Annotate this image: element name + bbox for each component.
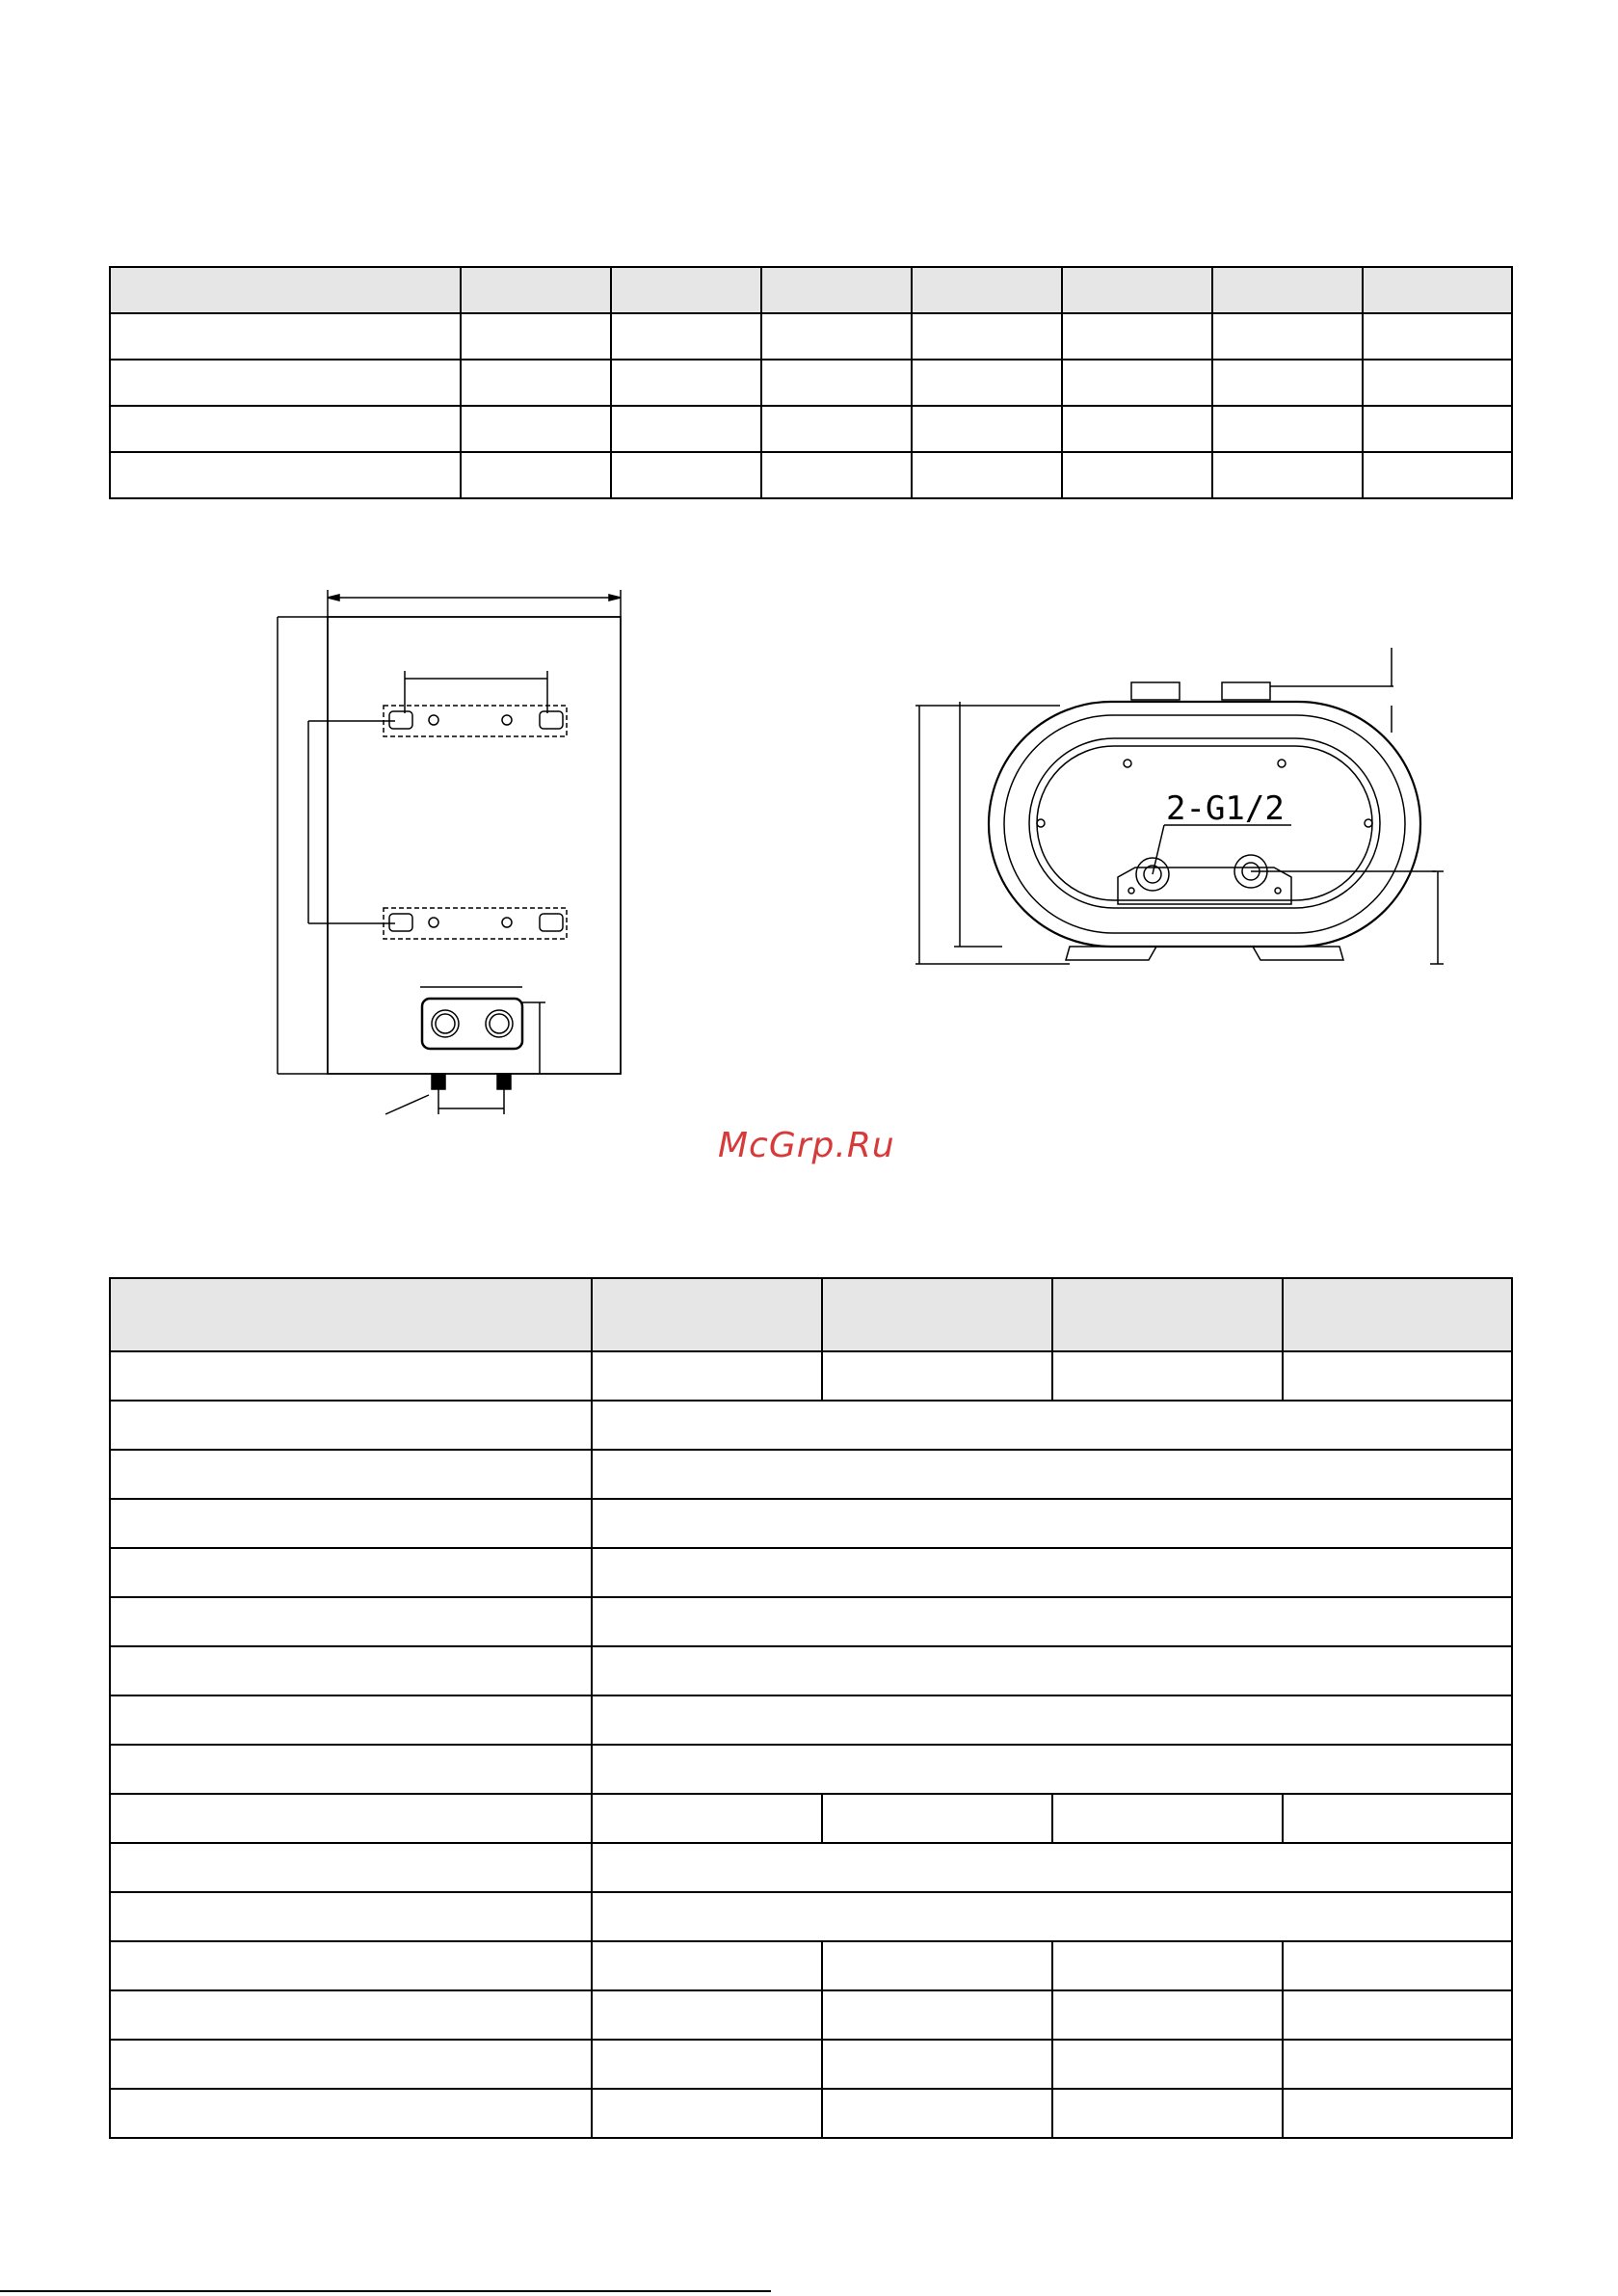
front-view-drawing bbox=[260, 578, 646, 1137]
dimensions-table bbox=[109, 266, 1513, 499]
table-row bbox=[110, 1646, 1512, 1695]
spec-header-cell bbox=[110, 1278, 592, 1351]
dims-header-cell bbox=[461, 267, 611, 313]
table-row bbox=[110, 1499, 1512, 1548]
spec-header-cell bbox=[822, 1278, 1052, 1351]
table-row bbox=[110, 1401, 1512, 1450]
watermark: McGrp.Ru bbox=[718, 1126, 895, 1165]
table-row bbox=[110, 1351, 1512, 1401]
table-row bbox=[110, 2089, 1512, 2138]
dims-header-cell bbox=[110, 267, 461, 313]
rear-view-drawing bbox=[896, 636, 1474, 983]
dims-header-cell bbox=[761, 267, 912, 313]
specification-table bbox=[109, 1277, 1513, 2139]
table-row bbox=[110, 1450, 1512, 1499]
spec-header-row bbox=[110, 1278, 1512, 1351]
table-row bbox=[110, 406, 1512, 452]
spec-header-cell bbox=[592, 1278, 822, 1351]
table-row bbox=[110, 1941, 1512, 1990]
table-row bbox=[110, 1892, 1512, 1941]
table-row bbox=[110, 1597, 1512, 1646]
table-row bbox=[110, 313, 1512, 360]
table-row bbox=[110, 1745, 1512, 1794]
table-row bbox=[110, 1794, 1512, 1843]
table-row bbox=[110, 2040, 1512, 2089]
table-row bbox=[110, 452, 1512, 498]
table-row bbox=[110, 360, 1512, 406]
dimensions-header-row bbox=[110, 267, 1512, 313]
table-row bbox=[110, 1548, 1512, 1597]
table-row bbox=[110, 1695, 1512, 1745]
spec-header-cell bbox=[1283, 1278, 1512, 1351]
dims-header-cell bbox=[1363, 267, 1512, 313]
dims-header-cell bbox=[1212, 267, 1363, 313]
dims-header-cell bbox=[611, 267, 761, 313]
connection-label: 2-G1/2 bbox=[1166, 789, 1285, 828]
footer-rule bbox=[0, 2290, 771, 2292]
spec-header-cell bbox=[1052, 1278, 1283, 1351]
dims-header-cell bbox=[912, 267, 1062, 313]
dims-header-cell bbox=[1062, 267, 1212, 313]
table-row bbox=[110, 1990, 1512, 2040]
table-row bbox=[110, 1843, 1512, 1892]
